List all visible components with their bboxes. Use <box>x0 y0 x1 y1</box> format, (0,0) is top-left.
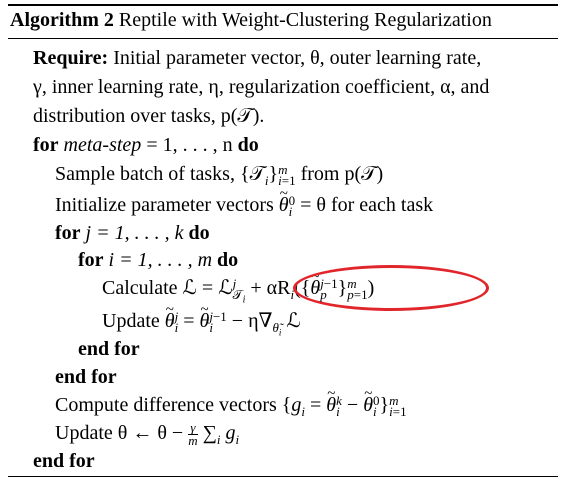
require-line-2 <box>33 75 489 99</box>
end-for-meta: end for <box>33 450 95 472</box>
init-text: Initialize parameter vectors <box>55 194 279 216</box>
do-keyword-j: do <box>188 222 210 244</box>
do-keyword: do <box>237 134 259 156</box>
compute-text: Compute difference vectors <box>55 394 282 416</box>
j-loop-line <box>55 221 210 245</box>
algorithm-title: Reptile with Weight-Clustering Regularization <box>118 9 492 31</box>
j-loop-range: j = 1, . . . , k <box>80 222 189 244</box>
algorithm-header <box>10 8 492 32</box>
init-suffix: = θ for each task <box>295 194 434 216</box>
regularizer-highlight-ellipse <box>293 265 489 311</box>
require-line-3 <box>33 104 264 128</box>
compute-line: Compute difference vectors {$g_i$ = ~ θ k i − ~ θ 0 i } m i=1 <box>55 393 407 417</box>
gamma-over-m: $\frac{\gamma}{m}$ <box>188 419 198 448</box>
init-line <box>55 193 434 220</box>
require-text-3: distribution over tasks, p(𝒯). <box>33 105 265 127</box>
update-rhs: − η∇ <box>226 310 273 332</box>
final-text: Update θ ← θ − <box>55 422 189 444</box>
meta-loop-var: meta-step <box>63 134 142 156</box>
require-text-1: Initial parameter vector, θ, outer learning rate, <box>113 47 482 69</box>
header-rule <box>8 38 558 39</box>
top-rule <box>8 4 558 6</box>
require-text-2: γ, inner learning rate, η, regularization coefficient, α, and <box>33 76 490 98</box>
for-keyword-i: for <box>78 249 104 271</box>
end-for-j: end for <box>55 366 117 388</box>
i-loop-line <box>78 248 238 272</box>
calc-loss-indices: j 𝒯$_i$ <box>232 276 246 306</box>
do-keyword-i: do <box>217 249 239 271</box>
calc-reg: + αR <box>245 277 291 299</box>
require-keyword: Require: <box>33 47 109 69</box>
calc-text: Calculate ℒ = ℒ <box>102 277 233 299</box>
require-line-1 <box>33 46 481 70</box>
sample-line <box>55 162 384 189</box>
sample-set: {𝒯$_i$} m i=1 <box>239 162 296 189</box>
init-indices: 0 i <box>288 193 296 220</box>
calculate-line: Calculate ℒ = ℒ j 𝒯$_i$ + $\alpha R_i(\{\sim$ θ j−1 p } m p=1 ) <box>102 276 374 301</box>
bottom-rule <box>8 476 558 477</box>
final-update-line: Update θ ← θ − $\frac{\gamma}{m}$ $\sum_i$ $g_i$ <box>55 419 240 448</box>
meta-loop-range: = 1, . . . , n <box>141 134 238 156</box>
theta-tilde-symbol: ~ θ <box>279 193 289 217</box>
update-line: Update ~ θ j i = ~ θ j−1 i − $\eta\nabla_{\thetã_i}$ ℒ <box>102 309 301 333</box>
for-keyword: for <box>33 134 59 156</box>
for-keyword-j: for <box>55 222 81 244</box>
meta-loop-line <box>33 133 259 157</box>
sample-text: Sample batch of tasks, <box>55 163 240 185</box>
update-text: Update <box>102 310 165 332</box>
sample-from: from p(𝒯) <box>295 163 384 185</box>
end-for-i: end for <box>78 338 140 360</box>
algorithm-label: Algorithm 2 <box>10 9 114 31</box>
i-loop-range: i = 1, . . . , m <box>103 249 218 271</box>
